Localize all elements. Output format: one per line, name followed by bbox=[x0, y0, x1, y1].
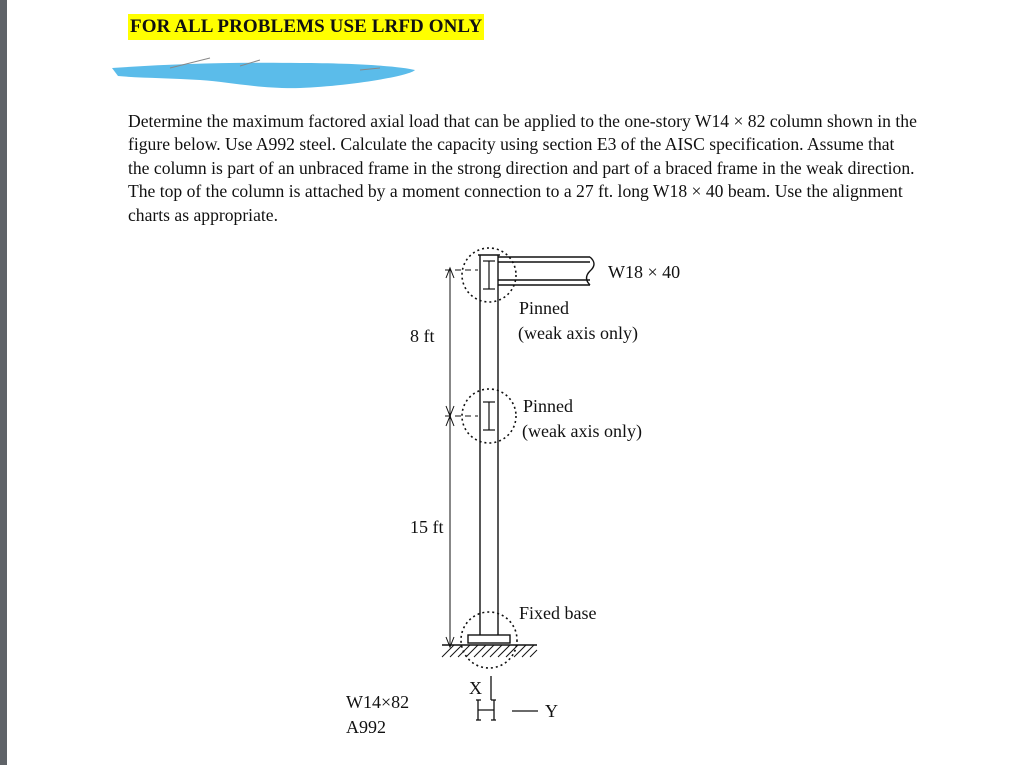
mid-weak-axis-section bbox=[483, 402, 495, 430]
axis-y-label: Y bbox=[545, 701, 558, 721]
top-support-label: Pinned bbox=[519, 298, 570, 318]
beam-label: W18 × 40 bbox=[608, 262, 681, 282]
mid-support-label: Pinned bbox=[523, 396, 574, 416]
problem-statement: Determine the maximum factored axial load that can be applied to the one-story W14 × 82 column shown in the figure below. Use A992 steel. Calculate the capacity using section E3 of the AISC specification. Assume that the column is part of an unbraced frame in the strong direction and part of a braced frame in the weak direction. The top of the column is attached by a moment connection to a 27 ft. long W18 × 40 beam. Use the alignment charts as appropriate. bbox=[128, 111, 917, 225]
column-section-label: W14×82 bbox=[346, 692, 410, 712]
column-steel-label: A992 bbox=[346, 717, 386, 737]
top-support-note: (weak axis only) bbox=[518, 323, 638, 343]
fixed-base-hatching bbox=[442, 645, 537, 657]
base-label: Fixed base bbox=[519, 603, 597, 623]
upper-dimension-label: 8 ft bbox=[410, 326, 435, 346]
beam bbox=[498, 257, 594, 285]
base-plate bbox=[468, 635, 510, 643]
lower-dimension-label: 15 ft bbox=[410, 517, 444, 537]
lrfd-instruction-heading: FOR ALL PROBLEMS USE LRFD ONLY bbox=[128, 14, 484, 40]
axis-symbol bbox=[476, 676, 538, 720]
axis-x-label: X bbox=[469, 678, 482, 698]
dimension-lines bbox=[445, 268, 478, 647]
top-weak-axis-section bbox=[483, 261, 495, 289]
mid-support-note: (weak axis only) bbox=[522, 421, 642, 441]
